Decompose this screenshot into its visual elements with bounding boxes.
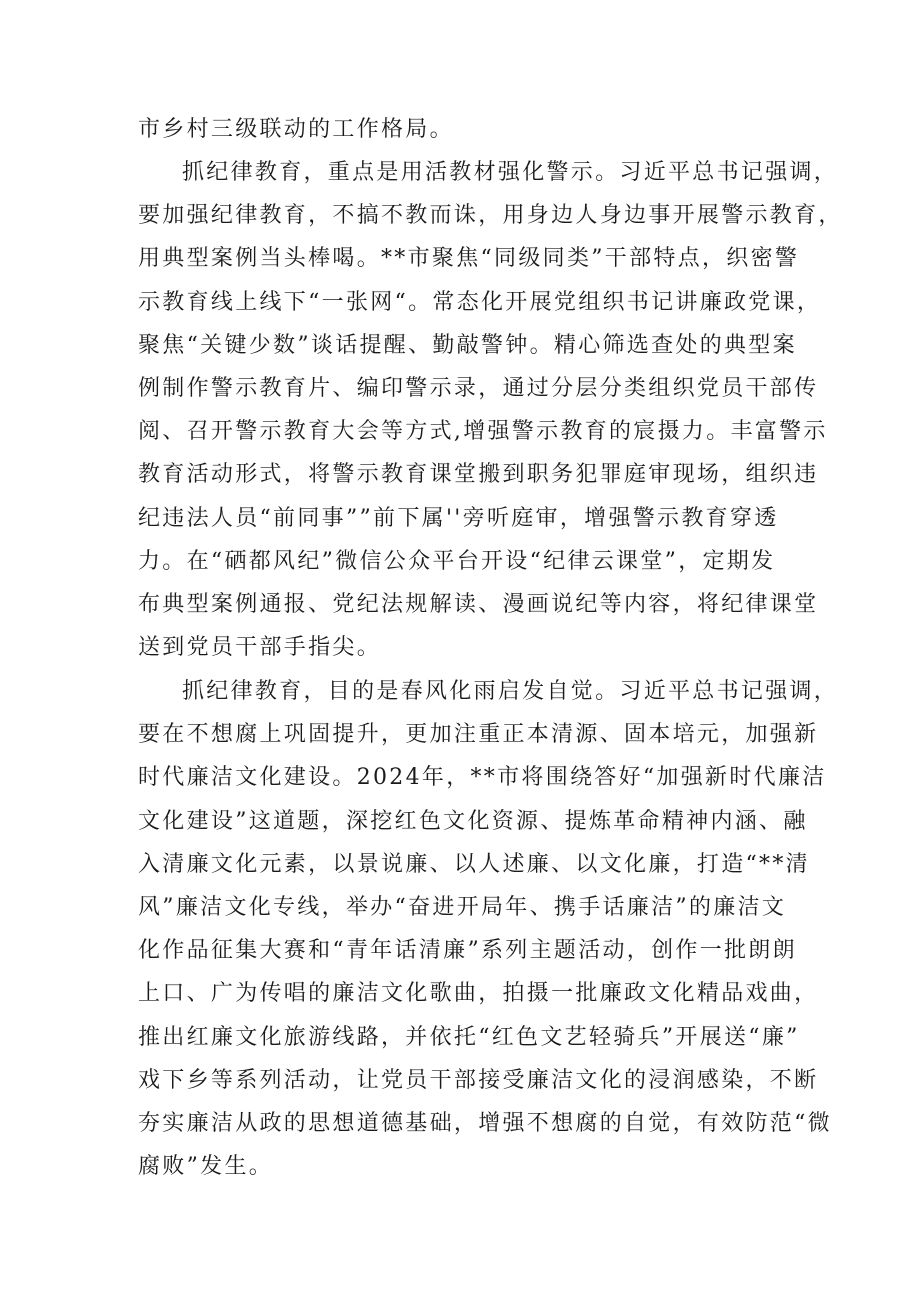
text-line: 时代廉洁文化建设。2024年，**市将围绕答好“加强新时代廉洁 (138, 765, 827, 791)
paragraph-warning-education (138, 151, 843, 669)
text-line: 抓纪律教育，目的是春风化雨启发自觉。习近平总书记强调， (182, 679, 839, 704)
text-line: 用典型案例当头棒喝。**市聚焦“同级同类”干部特点，织密警 (138, 246, 800, 272)
text-line: 要加强纪律教育，不搞不教而诛，用身边人身边事开展警示教育， (138, 203, 843, 229)
text-line: 阅、召开警示教育大会等方式,增强警示教育的宸摄力。丰富警示 (138, 419, 828, 445)
text-line: 例制作警示教育片、编印警示录，通过分层分类组织党员干部传 (138, 375, 819, 401)
text-line: 纪违法人员“前同事””前下属''旁听庭审，增强警示教育穿透 (138, 505, 779, 531)
text-line: 抓纪律教育，重点是用活教材强化警示。习近平总书记强调， (182, 160, 839, 185)
text-line: 风”廉洁文化专线，举办“奋进开局年、携手话廉洁”的廉洁文 (138, 894, 787, 920)
paragraph-integrity-culture (138, 670, 839, 1188)
text-line: 腐败”发生。 (138, 1154, 274, 1180)
text-line: 入清廉文化元素，以景说廉、以人述廉、以文化廉，打造“**清 (138, 851, 810, 877)
paragraph-continued (138, 108, 798, 151)
text-line: 文化建设”这道题，深挖红色文化资源、提炼革命精神内涵、融 (138, 808, 808, 834)
text-line: 戏下乡等系列活动，让党员干部接受廉洁文化的浸润感染，不断 (138, 1067, 819, 1093)
text-line: 力。在“硒都风纪”微信公众平台开设“纪律云课堂”，定期发 (138, 548, 776, 574)
text-line: 教育活动形式，将警示教育课堂搬到职务犯罪庭审现场，组织违 (138, 462, 819, 488)
text-line: 要在不想腐上巩固提升，更加注重正本清源、固本培元，加强新 (138, 722, 819, 748)
text-line: 夯实廉洁从政的思想道德基础，增强不想腐的自觉，有效防范“微 (138, 1110, 832, 1136)
text-line: 推出红廉文化旅游线路，并依托“红色文艺轻骑兵”开展送“廉” (138, 1024, 800, 1050)
text-line: 示教育线上线下“一张网“。常态化开展党组织书记讲廉政党课， (138, 289, 822, 315)
text-line: 聚焦“关键少数”谈话提醒、勤敲警钟。精心筛选查处的典型案 (138, 332, 797, 358)
text-line: 化作品征集大赛和“青年话清廉”系列主题活动，创作一批朗朗 (138, 938, 797, 964)
text-line: 市乡村三级联动的工作格局。 (138, 117, 454, 142)
text-line: 送到党员干部手指尖。 (138, 635, 382, 661)
text-line: 布典型案例通报、党纪法规解读、漫画说纪等内容，将纪律课堂 (138, 591, 819, 617)
text-line: 上口、广为传唱的廉洁文化歌曲，拍摄一批廉政文化精品戏曲， (138, 981, 819, 1007)
